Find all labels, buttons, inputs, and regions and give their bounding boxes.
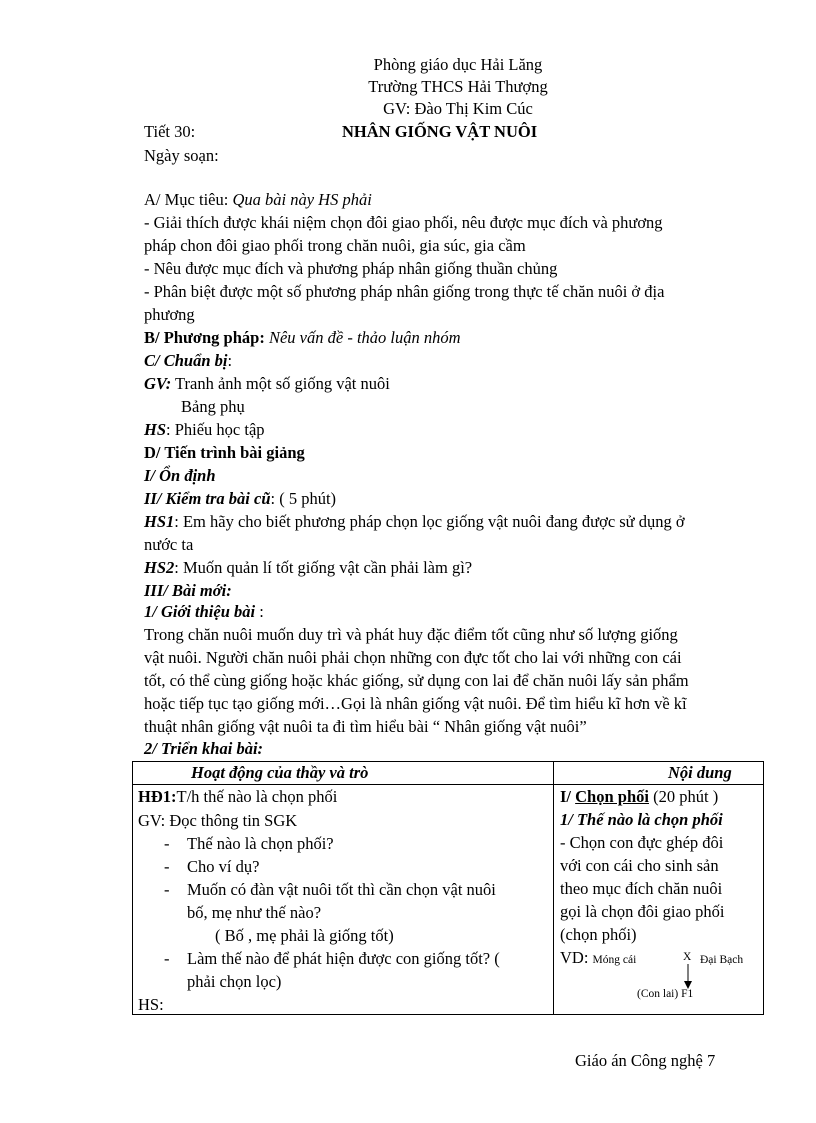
deploy-heading: 2/ Triển khai bài: [144,739,264,758]
objective-line: - Giải thích được khái niệm chọn đôi giao phối, nêu được mục đích và phương [144,213,663,232]
intro-paragraph-line: Trong chăn nuôi muốn duy trì và phát huy đặc điểm tốt cũng như số lượng giống [144,625,678,644]
content-section-name: Chọn phối [575,787,649,806]
prep-heading: C/ Chuẩn bị: [144,351,233,370]
content-line: gọi là chọn đôi giao phối [560,902,725,921]
objectives-heading [144,190,372,210]
section-new-lesson: III/ Bài mới: [144,581,232,600]
example-row [560,948,636,970]
prep-hs-label: HS [144,420,167,439]
hs-label: HS: [138,995,164,1014]
method-label: B/ Phương pháp: [144,328,265,347]
intro-paragraph-line: thuật nhân giống vật nuôi ta đi tìm hiểu bài “ Nhân giống vật nuôi” [144,717,587,736]
example-breed-b: Đại Bạch [700,954,744,966]
method-value: Nêu vấn đề - thảo luận nhóm [264,328,461,347]
hd1-row [138,787,337,807]
section-review [144,489,336,509]
lesson-period: Tiết 30: [144,122,196,141]
lesson-title: NHÂN GIỐNG VẬT NUÔI [342,122,538,141]
intro-paragraph-line: vật nuôi. Người chăn nuôi phải chọn những con đực tốt cho lai với những con cái [144,648,682,667]
lesson-date: Ngày soạn: [144,146,219,165]
table-header-content: Nội dung [668,763,732,782]
list-item-continued: bố, mẹ như thế nào? [187,903,322,922]
example-breed-a: Móng cái [592,954,637,966]
header-teacher: GV: Đào Thị Kim Cúc [383,99,533,118]
review-label: II/ Kiểm tra bài cũ [144,489,271,508]
example-result: (Con lai) F1 [637,988,694,1000]
hs1-value2: nước ta [144,535,194,554]
question-hs1 [144,512,685,532]
content-subtitle: 1/ Thế nào là chọn phối [560,810,723,829]
prep-gv-value2: Bảng phụ [181,397,245,416]
prep-gv-label: GV: [144,374,172,393]
prep-gv-value: Tranh ảnh một số giống vật nuôi [171,374,390,393]
table-header-activity: Hoạt động của thầy và trò [191,763,369,782]
prep-hs-value: : Phiếu học tập [166,420,265,439]
table-column-divider [553,762,554,1014]
content-section-time: (20 phút ) [648,787,719,806]
answer-text: ( Bố , mẹ phải là giống tốt) [215,926,394,945]
process-heading: D/ Tiến trình bài giảng [144,443,305,462]
content-line: (chọn phối) [560,925,637,944]
objectives-label: A/ Mục tiêu: [144,190,233,209]
objectives-intro: Qua bài này HS phải [232,190,372,209]
objective-line: - Nêu được mục đích và phương pháp nhân giống thuần chủng [144,259,558,278]
footer-text: Giáo án Công nghệ 7 [575,1051,716,1070]
hs2-label: HS2 [144,558,175,577]
content-line: - Chọn con đực ghép đôi [560,833,724,852]
content-line: với con cái cho sinh sản [560,856,719,875]
hd1-label: HĐ1: [138,787,177,806]
intro-paragraph-line: tốt, có thể cùng giống hoặc khác giống, sử dụng con lai để chăn nuôi lấy sản phẩm [144,671,689,690]
review-value: : ( 5 phút) [270,489,337,508]
lesson-table: Hoạt động của thầy và trò Nội dung HĐ1:T/h thế nào là chọn phối GV: Đọc thông tin SGK - Thế nào là chọn phối? - Cho ví dụ? - Muốn có đàn vật nuôi tốt thì cần chọn vật nuôi bố, mẹ như thế nào? ( Bố , mẹ phải là giống tốt) - Làm thế nào để phát hiện được con giống tốt? ( phải chọn lọc) HS: I/ Chọn phối (20 phút ) 1/ Thế nào là chọn phối - Chọn con đực ghép đôi với con cái cho sinh sản theo mục đích chăn nuôi gọi là chọn đôi giao phối (chọn phối) VD: Móng cái X Đại Bạch (Con lai) F1 [132,761,764,1015]
objective-line: pháp chon đôi giao phối trong chăn nuôi, gia súc, gia cầm [144,236,526,255]
hs1-label: HS1 [144,512,175,531]
list-item-continued: phải chọn lọc) [187,972,282,991]
prep-hs [144,420,265,440]
hs2-value: : Muốn quản lí tốt giống vật cần phải làm gì? [174,558,473,577]
example-label: VD: [560,948,593,967]
objective-line: - Phân biệt được một số phương pháp nhân giống trong thực tế chăn nuôi ở địa [144,282,665,301]
gv-instruction: GV: Đọc thông tin SGK [138,811,298,830]
table-header-divider [133,784,763,785]
header-dept: Phòng giáo dục Hải Lăng [373,55,543,74]
hs1-value: : Em hãy cho biết phương pháp chọn lọc giống vật nuôi đang được sử dụng ở [174,512,685,531]
hd1-value: T/h thế nào là chọn phối [176,787,338,806]
header-school: Trường THCS Hải Thượng [368,77,548,96]
question-hs2 [144,558,472,578]
method-heading [144,328,461,348]
content-line: theo mục đích chăn nuôi [560,879,723,898]
prep-label: C/ Chuẩn bị [144,351,228,370]
objective-line: phương [144,305,195,324]
intro-paragraph-line: hoặc tiếp tục tạo giống mới…Gọi là nhân giống vật nuôi. Để tìm hiểu kĩ hơn về kĩ [144,694,687,713]
intro-label: 1/ Giới thiệu bài [144,602,256,621]
prep-gv [144,374,390,394]
content-section-title: I/ Chọn phối (20 phút ) [560,787,719,806]
intro-heading: 1/ Giới thiệu bài : [144,602,264,621]
section-stabilize: I/ Ổn định [144,466,216,485]
cross-symbol: X [683,951,692,963]
